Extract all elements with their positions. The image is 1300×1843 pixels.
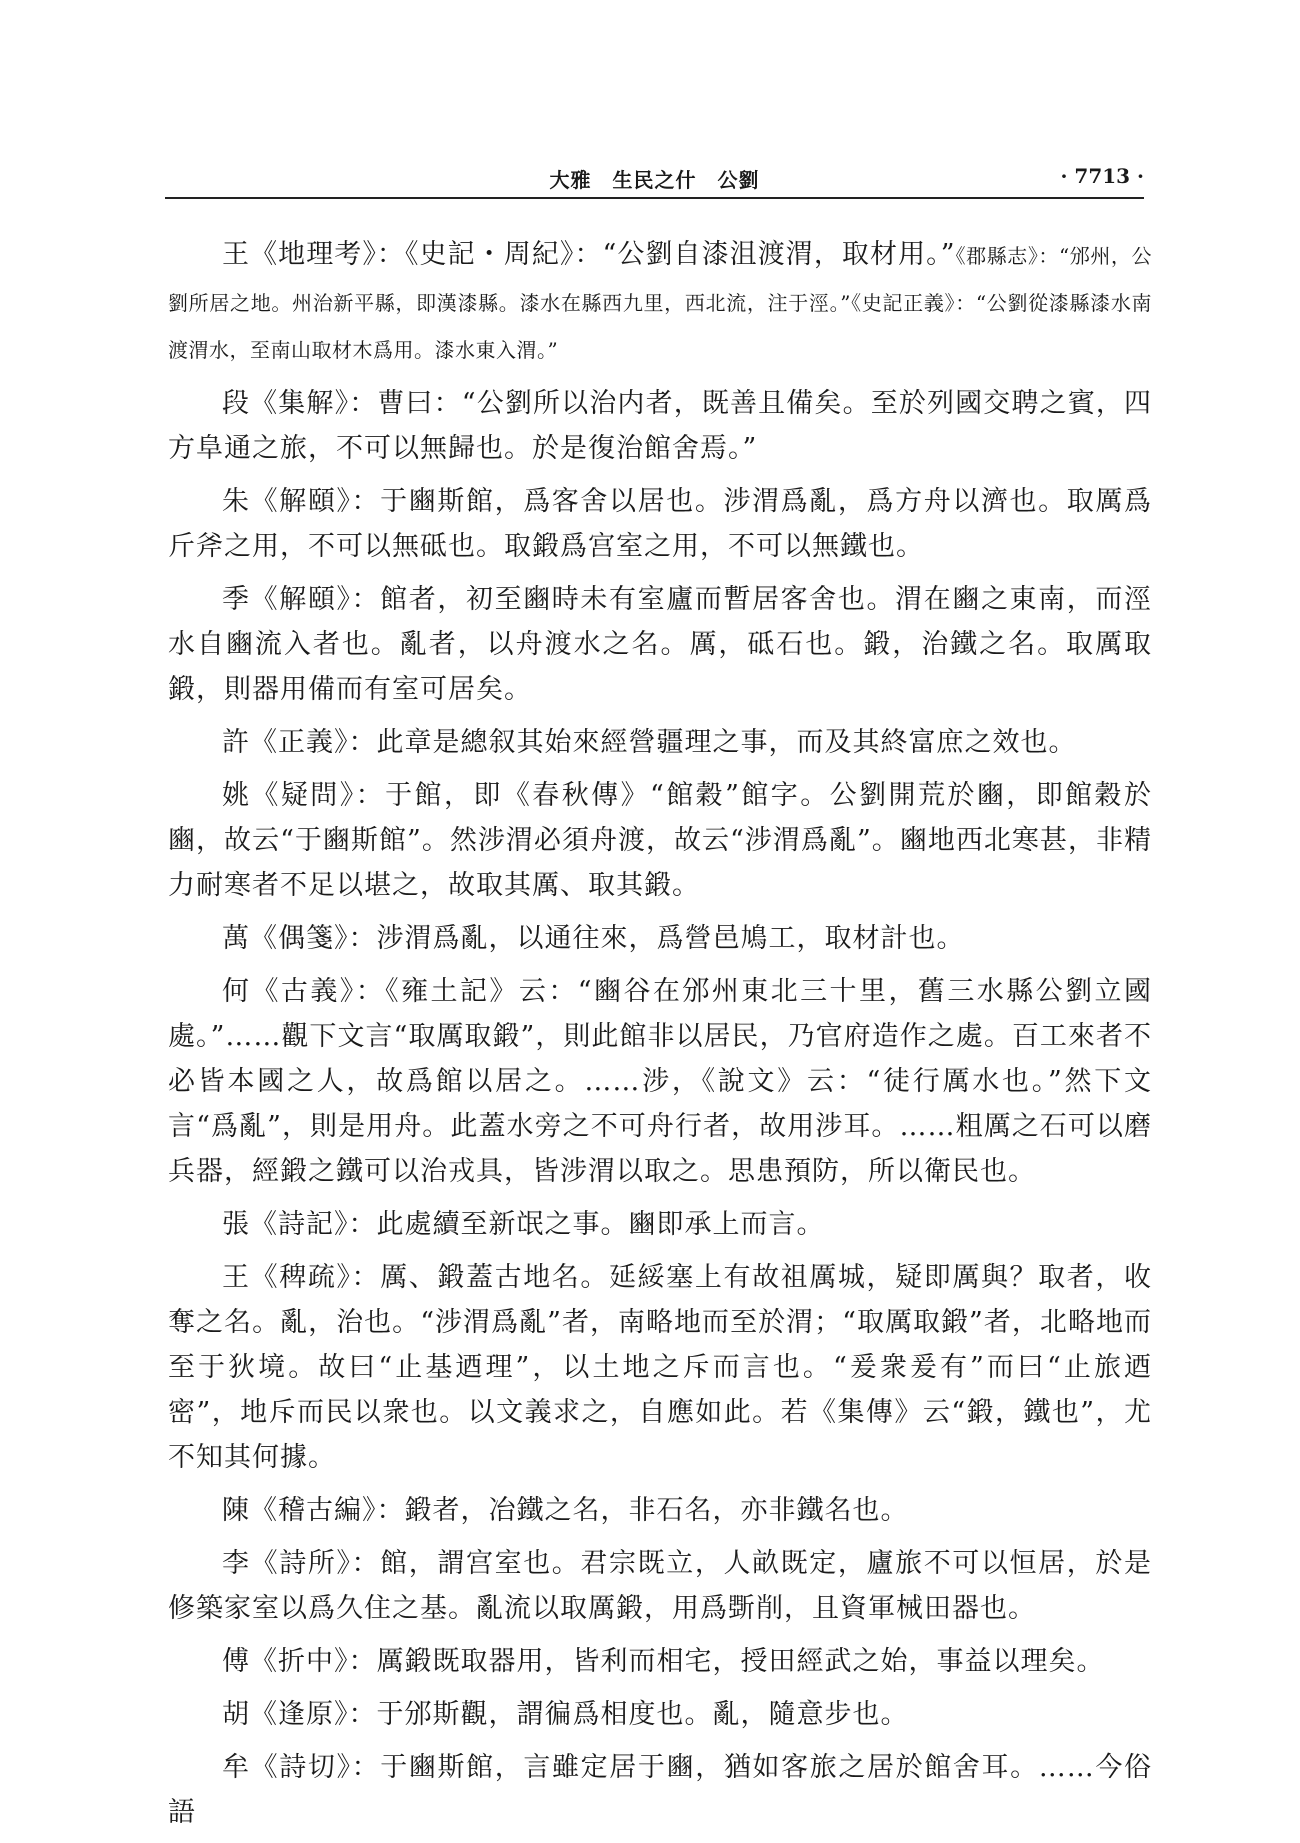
page-number: · 7713 · (1060, 164, 1144, 188)
paragraph-9: 張《詩記》：此處續至新氓之事。豳即承上而言。 (222, 1209, 825, 1240)
running-title: 大雅 生民之什 公劉 (549, 168, 760, 192)
paragraph-main: 王《地理考》：《史記・周紀》：“公劉自漆沮渡渭，取材用。” (222, 239, 956, 270)
paragraph-13: 傅《折中》：厲鍛既取器用，皆利而相宅，授田經武之始，事益以理矣。 (222, 1646, 1105, 1677)
paragraph-12: 李《詩所》：館，謂宫室也。君宗既立，人畝既定，廬旅不可以恒居，於是修築家室以爲久住之基。亂流以取厲鍛，用爲斲削，且資軍械田器也。 (168, 1548, 1152, 1624)
paragraph-15: 牟《詩切》：于豳斯館，言雖定居于豳，猶如客旅之居於館舍耳。……今俗語 (168, 1752, 1152, 1828)
paragraph-10: 王《稗疏》：厲、鍛蓋古地名。延綏塞上有故祖厲城，疑即厲與？取者，收奪之名。亂，治也。“涉渭爲亂”者，南略地而至於渭；“取厲取鍛”者，北略地而至于狄境。故曰“止基迺理”，以土地之斥而言也。“爰衆爰有”而曰“止旅迺密”，地斥而民以衆也。以文義求之，自應如此。若《集傳》云“鍛，鐵也”，尤不知其何據。 (168, 1262, 1152, 1473)
paragraph-2: 段《集解》：曹曰：“公劉所以治内者，既善且備矣。至於列國交聘之賓，四方阜通之旅，不可以無歸也。於是復治館舍焉。” (168, 388, 1152, 464)
paragraph-5: 許《正義》：此章是總叙其始來經營疆理之事，而及其終富庶之效也。 (222, 727, 1077, 758)
header-rule (165, 197, 1144, 199)
paragraph-8: 何《古義》：《雍土記》云：“豳谷在邠州東北三十里，舊三水縣公劉立國處。”……觀下文言“取厲取鍛”，則此館非以居民，乃官府造作之處。百工來者不必皆本國之人，故爲館以居之。……涉，《說文》云：“徒行厲水也。”然下文言“爲亂”，則是用舟。此蓋水旁之不可舟行者，故用涉耳。……粗厲之石可以磨兵器，經鍛之鐵可以治戎具，皆涉渭以取之。思患預防，所以衛民也。 (168, 976, 1152, 1187)
paragraph-note: 《郡縣志》：“邠州，公劉所居之地。州治新平縣，即漢漆縣。漆水在縣西九里，西北流，注于涇。”《史記正義》：“公劉從漆縣漆水南渡渭水，至南山取材木爲用。漆水東入渭。” (168, 244, 1152, 362)
paragraph-11: 陳《稽古編》：鍛者，冶鐵之名，非石名，亦非鐵名也。 (222, 1495, 909, 1526)
paragraph-7: 萬《偶箋》：涉渭爲亂，以通往來，爲營邑鳩工，取材計也。 (222, 923, 965, 954)
paragraph-4: 季《解頤》：館者，初至豳時未有室廬而暫居客舍也。渭在豳之東南，而涇水自豳流入者也。亂者，以舟渡水之名。厲，砥石也。鍛，治鐵之名。取厲取鍛，則器用備而有室可居矣。 (168, 584, 1152, 705)
page-body (168, 232, 1152, 1843)
paragraph-6: 姚《疑問》：于館，即《春秋傳》“館穀”館字。公劉開荒於豳，即館穀於豳，故云“于豳斯館”。然涉渭必須舟渡，故云“涉渭爲亂”。豳地西北寒甚，非精力耐寒者不足以堪之，故取其厲、取其鍛。 (168, 780, 1152, 901)
paragraph-1 (168, 232, 1152, 373)
paragraph-3: 朱《解頤》：于豳斯館，爲客舍以居也。涉渭爲亂，爲方舟以濟也。取厲爲斤斧之用，不可以無砥也。取鍛爲宫室之用，不可以無鐵也。 (168, 486, 1152, 562)
paragraph-14: 胡《逢原》：于邠斯觀，謂徧爲相度也。亂，隨意步也。 (222, 1699, 909, 1730)
page-header (165, 164, 1144, 204)
